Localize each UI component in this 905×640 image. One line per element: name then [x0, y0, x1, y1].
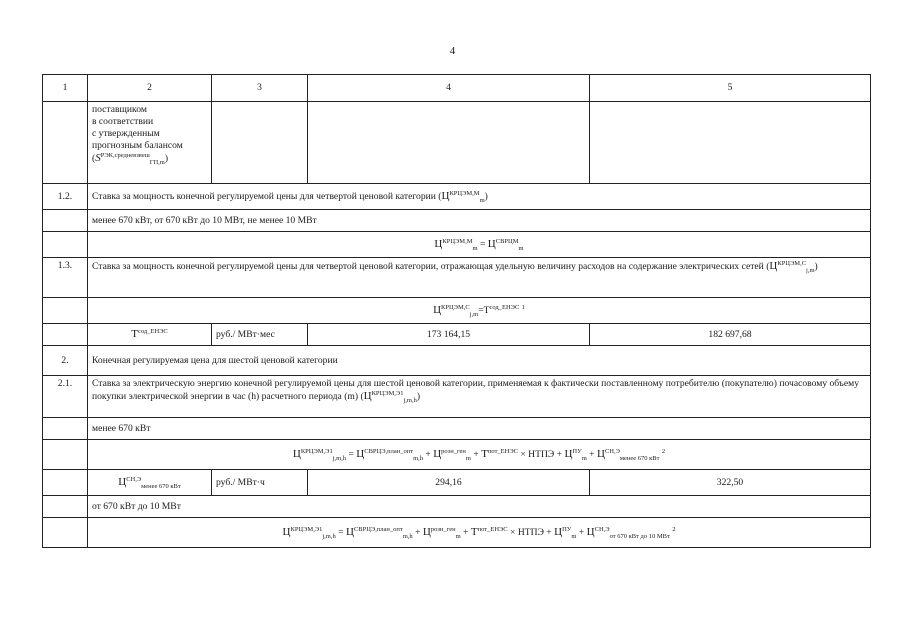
cell-empty	[43, 440, 88, 470]
value-cell: 182 697,68	[590, 324, 871, 346]
formula: $Ц^{КРЦЭМ,С}_{j,m}=Т^{сод\_ЕНЭС}$ $^1$	[88, 298, 871, 324]
row-title: Ставка за мощность конечной регулируемой цены для четвертой ценовой категории, отражающая удельную величину расходов на содержание электрических сетей $(Ц^{КРЦЭМ,С}_{j,m})$	[88, 258, 871, 298]
table-row	[43, 470, 871, 496]
cell-empty	[43, 496, 88, 518]
table-row	[43, 324, 871, 346]
data-label: $Ц^{СН,Э}_{менее 670 кВт}$	[88, 470, 212, 496]
symbol: $(S^{РЭК,средневзвеш}_{ГП,m})$	[92, 151, 169, 166]
cell-empty	[43, 418, 88, 440]
text-line: прогнозным балансом	[92, 139, 183, 151]
header-col-1: 1	[43, 75, 88, 102]
table-row	[43, 184, 871, 210]
value-cell: 173 164,15	[308, 324, 590, 346]
row-subheader: менее 670 кВт	[88, 418, 871, 440]
row-number: 1.3.	[43, 258, 88, 298]
data-label: $Т^{сод\_ЕНЭС}$	[88, 324, 212, 346]
row-subheader: менее 670 кВт, от 670 кВт до 10 МВт, не менее 10 МВт	[88, 210, 871, 232]
formula: $Ц^{КРЦЭМ,М}_m = Ц^{СВРЦМ}_m$	[88, 232, 871, 258]
row-number: 2.1.	[43, 376, 88, 418]
table-row	[43, 258, 871, 298]
table-row	[43, 440, 871, 470]
table-row	[43, 102, 871, 184]
text-line: с утвержденным	[92, 127, 160, 139]
cell-empty	[590, 102, 871, 184]
text-line: в соответствии	[92, 115, 154, 127]
cell-empty	[43, 470, 88, 496]
continuation-cell	[88, 102, 212, 184]
value-cell: 294,16	[308, 470, 590, 496]
cell-empty	[308, 102, 590, 184]
row-number: 2.	[43, 346, 88, 376]
formula: $Ц^{КРЦЭМ,Э1}_{j,m,h} = Ц^{СВРЦЭ,план\_опт}_{m,h} + Ц^{розн\_ген}_m + Т^{пот\_ЕНЭС}$ × НТПЭ + $Ц^{ПУ}_m + Ц^{СН,Э}_{от 670 кВт до 10 МВт}$ $^2$	[88, 518, 871, 548]
table-row	[43, 496, 871, 518]
row-title: Ставка за мощность конечной регулируемой цены для четвертой ценовой категории $(Ц^{КРЦЭМ,М}_m)$	[88, 184, 871, 210]
tariff-table	[42, 74, 871, 548]
row-title: Ставка за электрическую энергию конечной регулируемой цены для шестой ценовой категории, применяемая к фактически поставленному потребителю (покупателю) почасовому объему покупки электрической энергии в час (h) расчетного периода (m) $(Ц^{КРЦЭМ,Э1}_{j,m,h})$	[88, 376, 871, 418]
cell-empty	[212, 102, 308, 184]
cell-empty	[43, 324, 88, 346]
cell-empty	[43, 298, 88, 324]
table-row	[43, 346, 871, 376]
row-number: 1.2.	[43, 184, 88, 210]
unit-cell: руб./ МВт·ч	[212, 470, 308, 496]
cell-empty	[43, 102, 88, 184]
cell-empty	[43, 518, 88, 548]
page-number: 4	[449, 45, 456, 57]
header-row	[43, 75, 871, 102]
table-row	[43, 518, 871, 548]
unit-cell: руб./ МВт·мес	[212, 324, 308, 346]
row-subheader: от 670 кВт до 10 МВт	[88, 496, 871, 518]
header-col-3: 3	[212, 75, 308, 102]
table-row	[43, 232, 871, 258]
value-cell: 322,50	[590, 470, 871, 496]
header-col-2: 2	[88, 75, 212, 102]
formula: $Ц^{КРЦЭМ,Э1}_{j,m,h} = Ц^{СВРЦЭ,план\_опт}_{m,h} + Ц^{розн\_ген}_m + Т^{пот\_ЕНЭС}$ × НТПЭ + $Ц^{ПУ}_m + Ц^{СН,Э}_{менее 670 кВт}$ $^2$	[88, 440, 871, 470]
row-title: Конечная регулируемая цена для шестой ценовой категории	[88, 346, 871, 376]
cell-empty	[43, 232, 88, 258]
table-row	[43, 376, 871, 418]
header-col-5: 5	[590, 75, 871, 102]
cell-empty	[43, 210, 88, 232]
table-row	[43, 298, 871, 324]
table-row	[43, 418, 871, 440]
table-row	[43, 210, 871, 232]
header-col-4: 4	[308, 75, 590, 102]
text-line: поставщиком	[92, 104, 147, 115]
